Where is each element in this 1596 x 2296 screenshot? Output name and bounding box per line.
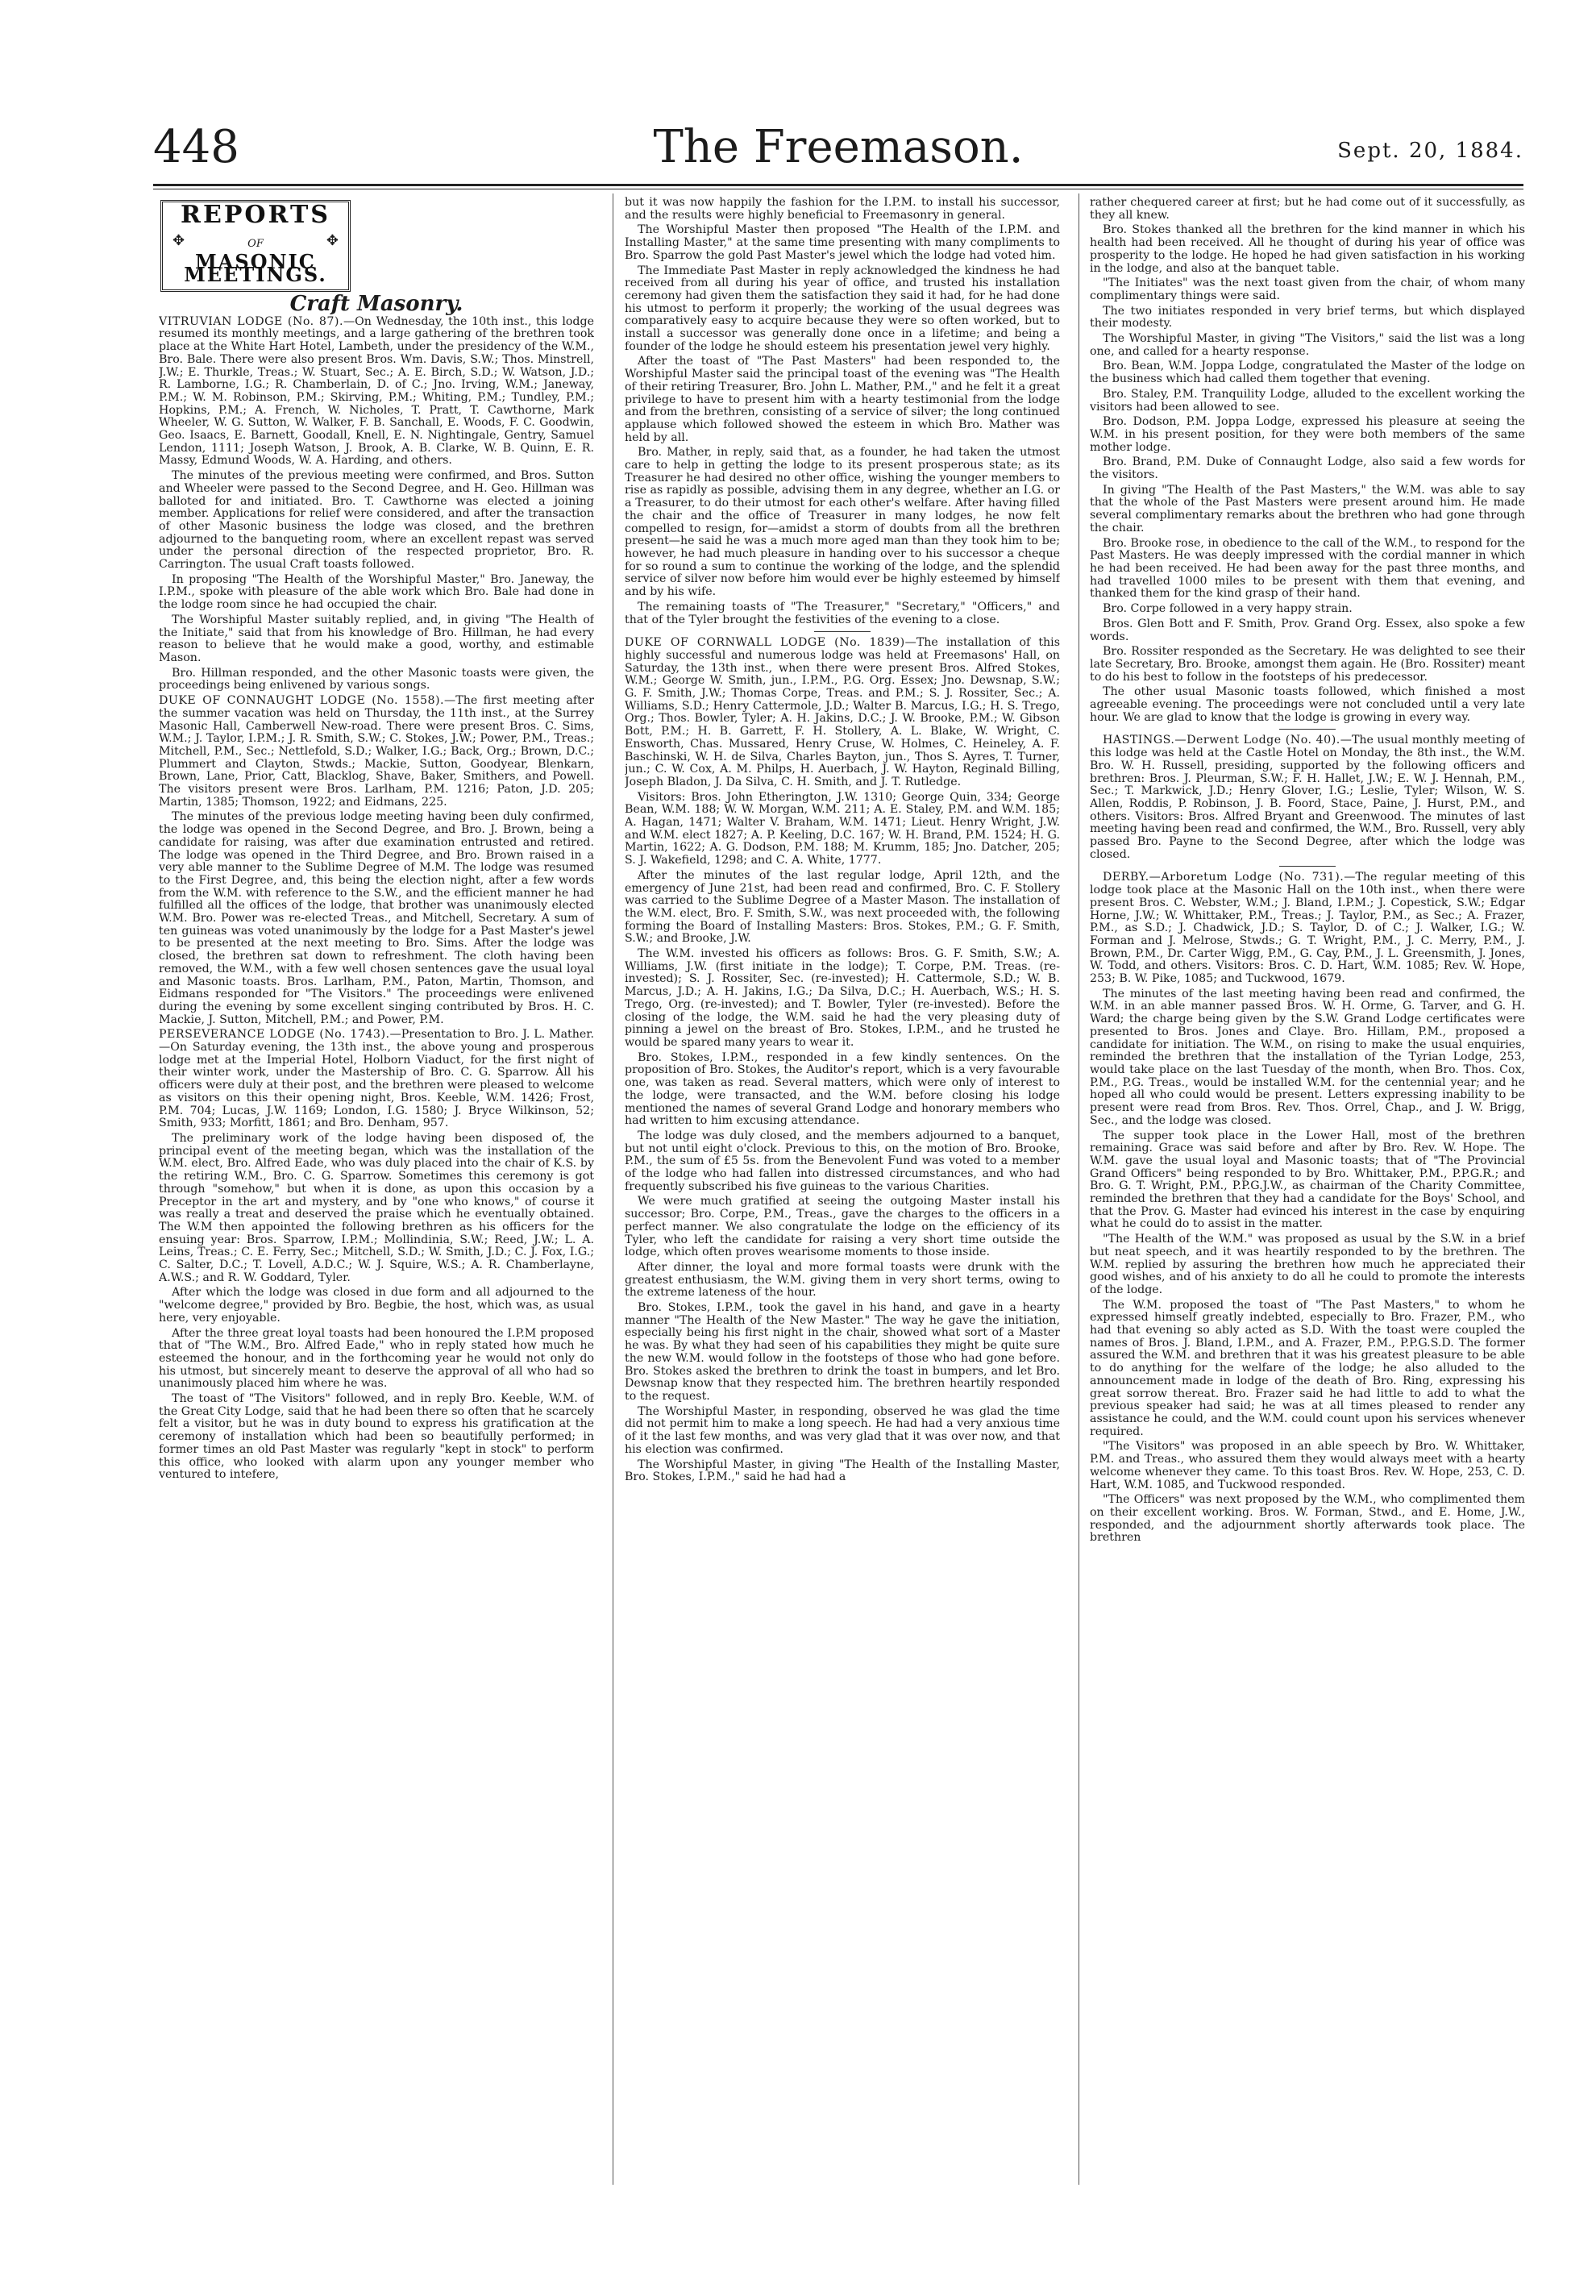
article-paragraph: After dinner, the loyal and more formal toasts were drunk with the greatest enthusiasm, the W.M. giving them in very short terms, owing to the extreme lateness of the hour. [625, 1260, 1060, 1300]
article-paragraph: After the toast of "The Past Masters" had been responded to, the Worshipful Master said the principal toast of the evening was "The Health of their retiring Treasurer, Bro. John L. Mather, P.M.," and he felt it a great privilege to have to present him with a hearty testimonial from the lodge and from the brethren, consisting of a service of silver; the long continued applause which followed showed the esteem in which Bro. Mather was held by all. [625, 355, 1060, 444]
article-paragraph: Bro. Dodson, P.M. Joppa Lodge, expressed his pleasure at seeing the W.M. in his present position, for they were both members of the same mother lodge. [1090, 415, 1525, 454]
banner-line-reports: REPORTS [181, 201, 330, 229]
article-paragraph: The W.M. proposed the toast of "The Past Masters," to whom he expressed himself greatly indebted, especially to Bro. Frazer, P.M., who had that evening so ably acted as S.D. With the toast were coupled the names of Bros. J. Bland, I.P.M., and A. Frazer, P.M., P.P.G.S.D. The former assured the W.M. and brethren that it was his greatest pleasure to be able to do anything for the welfare of the lodge; he also alluded to the announcement made in lodge of the death of Bro. Ring, expressing his great sorrow thereat. Bro. Frazer said he had little to add to what the previous speaker had said; he was at all times pleased to render any assistance he could, and the W.M. could count upon his services whenever required. [1090, 1298, 1525, 1438]
article-paragraph: Bro. Stokes, I.P.M., responded in a few kindly sentences. On the proposition of Bro. Stokes, the Auditor's report, which is a very favourable one, was taken as read. Several matters, which were only of interest to the lodge, were transacted, and the W.M. before closing his lodge mentioned the names of several Grand Lodge and honorary members who had written to him excusing attendance. [625, 1050, 1060, 1128]
section-title: Craft Masonry. [289, 292, 463, 316]
article-paragraph: rather chequered career at first; but he had come out of it successfully, as they all knew. [1090, 197, 1525, 222]
article-paragraph: The remaining toasts of "The Treasurer," "Secretary," "Officers," and that of the Tyler brought the festivities of the evening to a close. [625, 600, 1060, 626]
article-paragraph: After the minutes of the last regular lodge, April 12th, and the emergency of June 21st, had been read and confirmed, Bro. C. F. Stollery was carried to the Sublime Degree of a Master Mason. The installation of the W.M. elect, Bro. F. Smith, S.W., was next proceeded with, the following forming the Board of Installing Masters: Bros. Stokes, P.M.; G. F. Smith, S.W.; and Brooke, J.W. [625, 868, 1060, 946]
article-paragraph: HASTINGS.—Derwent Lodge (No. 40).—The usual monthly meeting of this lodge was held at the Castle Hotel on Monday, the 8th inst., the W.M. Bro. W. H. Russell, presiding, supported by the following officers and brethren: Bros. J. Pleurman, S.W.; F. H. Hallet, J.W.; E. W. J. Hennah, P.M., Sec.; T. Markwick, J.D.; Henry Glover, I.G.; Leslie, Tyler; Wilson, W. S. Allen, Roddis, P. Robinson, J. B. Foord, Stace, Paine, J. Hurst, P.M., and others. Visitors: Bros. Alfred Bryant and Greenwood. The minutes of last meeting having been read and confirmed, the W.M., Bro. Russell, very ably passed Bro. Payne to the Second Degree, after which the lodge was closed. [1090, 734, 1525, 861]
article-paragraph: Bro. Mather, in reply, said that, as a founder, he had taken the utmost care to help in getting the lodge to its present prosperous state; as its Treasurer he had desired no other office, wishing the younger members to rise as rapidly as possible, advising them in any degree, whether an I.G. or a Treasurer, to do their utmost for each other's welfare. After having filled the chair and the office of Treasurer in many lodges, he now felt compelled to resign, for—amidst a storm of doubts from all the brethren present—he said he was a much more aged man than they took him to be; however, he had much pleasure in handing over to his successor a cheque for so round a sum to continue the working of the lodge, and the splendid service of silver now before him would ever be highly esteemed by himself and by his wife. [625, 446, 1060, 599]
lodge-heading: DUKE OF CORNWALL LODGE (No. 1839) [625, 636, 905, 650]
article-paragraph: The minutes of the last meeting having been read and confirmed, the W.M. in an able manner passed Bros. W. H. Orme, G. Tarver, and G. H. Ward; the charge being given by the S.W. Grand Lodge certificates were presented to Bros. Jones and Claye. Bro. Hillam, P.M., proposed a candidate for initiation. The W.M., on rising to make the usual enquiries, reminded the brethren that the installation of the Tyrian Lodge, 253, would take place on the last Tuesday of the month, when Bro. Thos. Cox, P.M., P.G. Treas., would be installed W.M. for the centennial year; and he hoped all who could would be present. Letters expressing inability to be present were read from Bros. Rev. Thos. Orrel, Chap., and J. W. Brigg, Sec., and the lodge was closed. [1090, 987, 1525, 1127]
lodge-heading: PERSEVERANCE LODGE (No. 1743). [159, 1028, 390, 1042]
column-3 [1090, 197, 1525, 2196]
article-paragraph: "The Officers" was next proposed by the W.M., who complimented them on their excellent working. Bros. W. Forman, Stwd., and E. Home, J.W., responded, and the adjournment shortly afterwards took place. The brethren [1090, 1493, 1525, 1545]
separator-rule [1279, 729, 1336, 730]
article-paragraph: "The Visitors" was proposed in an able speech by Bro. W. Whittaker, P.M. and Treas., who assured them they would always meet with a hearty welcome whenever they came. To this toast Bros. Rev. W. Hope, 253, C. D. Hart, W.M. 1085, and Tuckwood responded. [1090, 1440, 1525, 1491]
article-paragraph: "The Initiates" was the next toast given from the chair, of whom many complimentary things were said. [1090, 277, 1525, 302]
lodge-heading: DERBY.—Arboretum Lodge (No. 731). [1103, 871, 1345, 884]
page-header [153, 121, 1523, 185]
article-paragraph: The preliminary work of the lodge having been disposed of, the principal event of the meeting began, which was the installation of the W.M. elect, Bro. Alfred Eade, who was duly placed into the chair of K.S. by the retiring W.M., Bro. C. G. Sparrow. Sometimes this ceremony is got through "somehow," but when it is done, as upon this occasion by a Preceptor in the art and mystery, and by "one who knows," of course it was really a treat and deserved the praise which he eventually obtained. The W.M then appointed the following brethren as his officers for the ensuing year: Bros. Sparrow, I.P.M.; Mollindinia, S.W.; Reed, J.W.; L. A. Leins, Treas.; C. E. Ferry, Sec.; Mitchell, S.D.; W. Smith, J.D.; C. J. Fox, I.G.; C. Salter, D.C.; T. Lovell, A.D.C.; W. J. Squire, W.S.; A. R. Chamberlayne, A.W.S.; and R. W. Goddard, Tyler. [159, 1132, 594, 1284]
article-paragraph: DUKE OF CONNAUGHT LODGE (No. 1558).—The first meeting after the summer vacation was held on Thursday, the 11th inst., at the Surrey Masonic Hall, Camberwell New-road. There were present Bros. C. Sims, W.M.; J. Taylor, I.P.M.; J. R. Smith, S.W.; C. Stokes, J.W.; Power, P.M., Treas.; Mitchell, P.M., Sec.; Nettlefold, S.D.; Walker, I.G.; Back, Org.; Brown, D.C.; Plummert and Clayton, Stwds.; Mackie, Sutton, Goodyear, Blenkarn, Brown, Lane, Prior, Catt, Blacklog, Shave, Baker, Smithers, and Powell. The visitors present were Bros. Larlham, P.M. 1216; Paton, J.D. 205; Martin, 1385; Thomson, 1922; and Eidmans, 225. [159, 694, 594, 809]
article-paragraph: Bro. Brand, P.M. Duke of Connaught Lodge, also said a few words for the visitors. [1090, 455, 1525, 482]
article-paragraph: but it was now happily the fashion for the I.P.M. to install his successor, and the results were highly beneficial to Freemasonry in general. [625, 197, 1060, 222]
column-2 [625, 197, 1060, 2196]
reports-banner [160, 200, 351, 292]
article-paragraph: The Worshipful Master then proposed "The Health of the I.P.M. and Installing Master," at the same time presenting with many compliments to Bro. Sparrow the gold Past Master's jewel which the lodge had voted him. [625, 223, 1060, 262]
ornament-icon: ✥ [172, 232, 185, 249]
article-paragraph: After the three great loyal toasts had been honoured the I.P.M proposed that of "The W.M., Bro. Alfred Eade," who in reply stated how much he esteemed the honour, and in the forthcoming year he would not only do his utmost, but sincerely meant to deserve the approval of all who had so unanimously placed him where he was. [159, 1326, 594, 1391]
article-paragraph: PERSEVERANCE LODGE (No. 1743).—Presentation to Bro. J. L. Mather.—On Saturday evening, the 13th inst., the above young and prosperous lodge met at the Imperial Hotel, Holborn Viaduct, for the first night of their winter work, under the Mastership of Bro. C. G. Sparrow. All his officers were duly at their post, and the brethren were pleased to welcome as visitors on this their opening night, Bros. Keeble, W.M. 1426; Frost, P.M. 704; Lucas, J.W. 1169; London, I.G. 1580; J. Bryce Wilkinson, 52; Smith, 933; Morfitt, 1861; and Bro. Denham, 957. [159, 1028, 594, 1130]
article-paragraph: The toast of "The Visitors" followed, and in reply Bro. Keeble, W.M. of the Great City Lodge, said that he had been there so often that he scarcely felt a visitor, but he was in duty bound to express his gratification at the ceremony of installation which had been so beautifully performed; in former times an old Past Master was regularly "kept in stock" to perform this office, who looked with alarm upon any younger member who ventured to intefere, [159, 1392, 594, 1482]
journal-title: The Freemason. [653, 121, 1024, 173]
article-paragraph: The other usual Masonic toasts followed, which finished a most agreeable evening. The proceedings were not concluded until a very late hour. We are glad to know that the lodge is growing in every way. [1090, 685, 1525, 724]
article-paragraph: After which the lodge was closed in due form and all adjourned to the "welcome degree," provided by Bro. Begbie, the host, which was, as usual here, very enjoyable. [159, 1286, 594, 1325]
lodge-heading: VITRUVIAN LODGE (No. 87). [159, 314, 343, 328]
separator-rule [1279, 866, 1336, 867]
header-rule [153, 184, 1523, 186]
page-number: 448 [153, 121, 239, 173]
lodge-heading: DUKE OF CONNAUGHT LODGE (No. 1558). [159, 694, 445, 708]
article-paragraph: The Immediate Past Master in reply acknowledged the kindness he had received from all during his year of office, and trusted his installation ceremony had given them the satisfaction they said it had, for he had done his utmost to perform it properly; the working of the usual degrees was comparatively easy to acquire because they were so often worked, but to install a successor was generally done once in a lifetime; and being a founder of the lodge he should esteem his presentation jewel very highly. [625, 264, 1060, 353]
issue-date: Sept. 20, 1884. [1337, 139, 1523, 163]
article-paragraph: Bro. Hillman responded, and the other Masonic toasts were given, the proceedings being enlivened by various songs. [159, 666, 594, 693]
article-paragraph: Bro. Bean, W.M. Joppa Lodge, congratulated the Master of the lodge on the business which had called them together that evening. [1090, 360, 1525, 386]
article-paragraph: VITRUVIAN LODGE (No. 87).—On Wednesday, the 10th inst., this lodge resumed its monthly meetings, and a large gathering of the brethren took place at the White Hart Hotel, Lambeth, under the presidency of the W.M., Bro. Bale. There were also present Bros. Wm. Davis, S.W.; Thos. Minstrell, J.W.; E. Thurkle, Treas.; W. Stuart, Sec.; A. E. Birch, S.D.; W. Watson, J.D.; R. Lamborne, I.G.; R. Chamberlain, D. of C.; Jno. Irving, W.M.; Janeway, P.M.; W. M. Robinson, P.M.; Skirving, P.M.; Whiting, P.M.; Tundley, P.M.; Hopkins, P.M.; A. French, W. Nicholes, T. Pratt, T. Cawthorne, Mark Wheeler, W. G. Sutton, W. Walker, F. B. Sanchall, E. Woods, F. C. Goodwin, Geo. Isaacs, E. Barnett, Goodall, Knell, E. N. Nightingale, Gentry, Samuel Lendon, 1111; Joseph Watson, J. Brook, A. B. Clarke, W. B. Quinn, E. R. Massy, Edmund Woods, W. A. Harding, and others. [159, 314, 594, 468]
article-paragraph: Visitors: Bros. John Etherington, J.W. 1310; George Quin, 334; George Bean, W.M. 188; W. W. Morgan, W.M. 211; A. E. Staley, P.M. and W.M. 185; A. Hagan, 1471; Walter V. Braham, W.M. 1471; Lieut. Henry Wright, J.W. and W.M. elect 1827; A. P. Keeling, D.C. 167; W. H. Brand, P.M. 1524; H. G. Martin, 1622; A. G. Dodson, P.M. 188; M. Krumm, 185; Jno. Datcher, 205; S. J. Wakefield, 1298; and C. A. White, 1777. [625, 790, 1060, 867]
article-paragraph: The Worshipful Master, in giving "The Health of the Installing Master, Bro. Stokes, I.P.M.," said he had had a [625, 1458, 1060, 1484]
article-paragraph: Bro. Staley, P.M. Tranquility Lodge, alluded to the excellent working the visitors had been allowed to see. [1090, 387, 1525, 414]
article-paragraph: The minutes of the previous meeting were confirmed, and Bros. Sutton and Wheeler were passed to the Second Degree, and H. Geo. Hillman was balloted for and initiated. Bro. T. Cawthorne was elected a joining member. Applications for relief were considered, and after the transaction of other Masonic business the lodge was closed, and the brethren adjourned to the banqueting room, where an excellent repast was served under the personal direction of the respected proprietor, Bro. R. Carrington. The usual Craft toasts followed. [159, 469, 594, 572]
article-paragraph: The Worshipful Master suitably replied, and, in giving "The Health of the Initiate," said that from his knowledge of Bro. Hillman, he had every reason to believe that he would make a good, worthy, and estimable Mason. [159, 613, 594, 664]
ornament-icon: ✥ [326, 232, 339, 249]
article-paragraph: Bro. Brooke rose, in obedience to the call of the W.M., to respond for the Past Masters. He was deeply impressed with the cordial manner in which he had been received. He had been away for the past three months, and had travelled 1000 miles to be present with them that evening, and thanked them for the kind grasp of their hand. [1090, 536, 1525, 601]
article-paragraph: The W.M. invested his officers as follows: Bros. G. F. Smith, S.W.; A. Williams, J.W. (first initiate in the lodge); T. Corpe, P.M. Treas. (re-invested); S. J. Rossiter, Sec. (re-invested); H. Cattermole, S.D.; W. B. Marcus, J.D.; A. H. Jakins, I.G.; Da Silva, D.C.; H. Auerbach, W.S.; H. S. Trego, Org. (re-invested); and T. Bowler, Tyler (re-invested). Before the closing of the lodge, the W.M. said he had the very pleasing duty of pinning a jewel on the breast of Bro. Stokes, I.P.M., and he trusted he would be spared many years to wear it. [625, 947, 1060, 1049]
article-paragraph: DUKE OF CORNWALL LODGE (No. 1839)—The installation of this highly successful and numerous lodge was held at Freemasons' Hall, on Saturday, the 13th inst., when there were present Bros. Alfred Stokes, W.M.; George W. Smith, jun., I.P.M., P.G. Org. Essex; Jno. Dewsnap, S.W.; G. F. Smith, J.W.; Thomas Corpe, Treas. and P.M.; S. J. Rossiter, Sec.; A. Williams, S.D.; Henry Cattermole, J.D.; Walter B. Marcus, I.G.; H. S. Trego, Org.; Thos. Bowler, Tyler; A. H. Jakins, D.C.; J. W. Brooke, P.M.; W. Gibson Bott, P.M.; H. B. Garrett, F. H. Stollery, A. L. Blake, W. Wright, C. Ensworth, Chas. Mussared, Henry Cruse, W. Holmes, C. Heineley, A. F. Baschinski, W. H. de Silva, Charles Bayton, jun., Thos S. Ayres, T. Turner, jun.; C. W. Cox, A. M. Philps, H. Auerbach, J. W. Hayton, Reginald Billing, Joseph Bladon, J. Da Silva, C. H. Smith, and J. T. Rutledge. [625, 636, 1060, 788]
article-paragraph: "The Health of the W.M." was proposed as usual by the S.W. in a brief but neat speech, and it was heartily responded to by the brethren. The W.M. replied by assuring the brethren how much he appreciated their good wishes, and of his anxiety to do all he could to promote the interests of the lodge. [1090, 1233, 1525, 1296]
banner-line-of: OF [247, 238, 264, 250]
article-paragraph: Bro. Stokes, I.P.M., took the gavel in his hand, and gave in a hearty manner "The Health of the New Master." The way he gave the initiation, especially being his first night in the chair, showed what sort of a Master he was. By what they had seen of his capabilities they might be quite sure the new W.M. would follow in the footsteps of those who had gone before. Bro. Stokes asked the brethren to drink the toast in bumpers, and let Bro. Dewsnap know that they respected him. The brethren heartily responded to the request. [625, 1301, 1060, 1403]
article-paragraph: The minutes of the previous lodge meeting having been duly confirmed, the lodge was opened in the Second Degree, and Bro. J. Brown, being a candidate for raising, was after due examination entrusted and retired. The lodge was opened in the Third Degree, and Bro. Brown raised in a very able manner to the Sublime Degree of M.M. The lodge was resumed to the First Degree, and, this being the election night, after a few words from the W.M. with reference to the S.W., and the efficient manner he had fulfilled all the offices of the lodge, that brother was unanimously elected W.M. Bro. Power was re-elected Treas., and Mitchell, Secretary. A sum of ten guineas was voted unanimously by the lodge for a Past Master's jewel to be presented at the next meeting to Bro. Sims. After the lodge was closed, the brethren sat down to refreshment. The cloth having been removed, the W.M., with a few well chosen sentences gave the usual loyal and Masonic toasts. Bros. Larlham, P.M., Paton, Martin, Thomson, and Eidmans responded for "The Visitors." The proceedings were enlivened during the evening by some excellent singing contributed by Bros. H. C. Mackie, J. Sutton, Mitchell, P.M.; and Power, P.M. [159, 810, 594, 1026]
article-paragraph: The Worshipful Master, in responding, observed he was glad the time did not permit him to make a long speech. He had had a very anxious time of it the last few months, and was very glad that it was over now, and that his election was confirmed. [625, 1404, 1060, 1456]
article-paragraph: The supper took place in the Lower Hall, most of the brethren remaining. Grace was said before and after by Bro. Rev. W. Hope. The W.M. gave the usual loyal and Masonic toasts; that of "The Provincial Grand Officers" being responded to by Bro. Whittaker, P.M., P.P.G.R.; and Bro. G. T. Wright, P.M., P.P.G.J.W., as chairman of the Charity Committee, reminded the brethren that they had a candidate for the Boys' School, and that the Prov. G. Master had evinced his interest in the case by enquiring what he could do to assist in the matter. [1090, 1129, 1525, 1231]
separator-rule [814, 631, 871, 632]
article-paragraph: The lodge was duly closed, and the members adjourned to a banquet, but not until eight o'clock. Previous to this, on the motion of Bro. Brooke, P.M., the sum of £5 5s. from the Benevolent Fund was voted to a member of the lodge who had fallen into distressed circumstances, and who had frequently subscribed his five guineas to the various Charities. [625, 1129, 1060, 1193]
lodge-heading: HASTINGS.—Derwent Lodge (No. 40). [1103, 734, 1340, 747]
column-1 [159, 197, 594, 2196]
article-paragraph: The Worshipful Master, in giving "The Visitors," said the list was a long one, and called for a hearty response. [1090, 332, 1525, 358]
article-paragraph: Bro. Rossiter responded as the Secretary. He was delighted to see their late Secretary, Bro. Brooke, amongst them again. He (Bro. Rossiter) meant to do his best to follow in the footsteps of his predecessor. [1090, 645, 1525, 684]
article-paragraph: In giving "The Health of the Past Masters," the W.M. was able to say that the whole of the Past Masters were present around him. He made several complimentary remarks about the brethren who had gone through the chair. [1090, 483, 1525, 534]
article-paragraph: Bro. Corpe followed in a very happy strain. [1103, 602, 1353, 616]
article-paragraph: The two initiates responded in very brief terms, but which displayed their modesty. [1090, 304, 1525, 331]
article-paragraph: DERBY.—Arboretum Lodge (No. 731).—The regular meeting of this lodge took place at the Masonic Hall on the 10th inst., when there were present Bros. C. Webster, W.M.; J. Bland, I.P.M.; J. Copestick, S.W.; Edgar Horne, J.W.; W. Whittaker, P.M., Treas.; J. Taylor, P.M., as Sec.; A. Frazer, P.M., as S.D.; J. Chadwick, J.D.; S. Taylor, D. of C.; J. Walker, I.G.; W. Forman and J. Melrose, Stwds.; G. T. Wright, P.M., J. C. Merry, P.M., J. Brown, P.M., Dr. Carter Wigg, P.M., G. Cay, P.M., J. L. Greensmith, J. Jones, W. Todd, and others. Visitors: Bros. C. D. Hart, W.M. 1085; Rev. W. Hope, 253; B. W. Pike, 1085; and Tuckwood, 1679. [1090, 871, 1525, 986]
article-paragraph: Bros. Glen Bott and F. Smith, Prov. Grand Org. Essex, also spoke a few words. [1090, 617, 1525, 643]
article-paragraph: In proposing "The Health of the Worshipful Master," Bro. Janeway, the I.P.M., spoke with pleasure of the able work which Bro. Bale had done in the lodge room since he had occupied the chair. [159, 572, 594, 612]
article-paragraph: We were much gratified at seeing the outgoing Master install his successor; Bro. Corpe, P.M., Treas., gave the charges to the officers in a perfect manner. We also congratulate the lodge on the efficiency of its Tyler, who left the candidate for raising a very short time outside the lodge, which often proves wearisome moments to those inside. [625, 1195, 1060, 1259]
article-paragraph: Bro. Stokes thanked all the brethren for the kind manner in which his health had been received. All he thought of during his year of office was prosperity to the lodge. He hoped he had given satisfaction in his working in the lodge, and also at the banquet table. [1090, 223, 1525, 275]
banner-line-meetings: MASONIC MEETINGS. [184, 250, 327, 286]
